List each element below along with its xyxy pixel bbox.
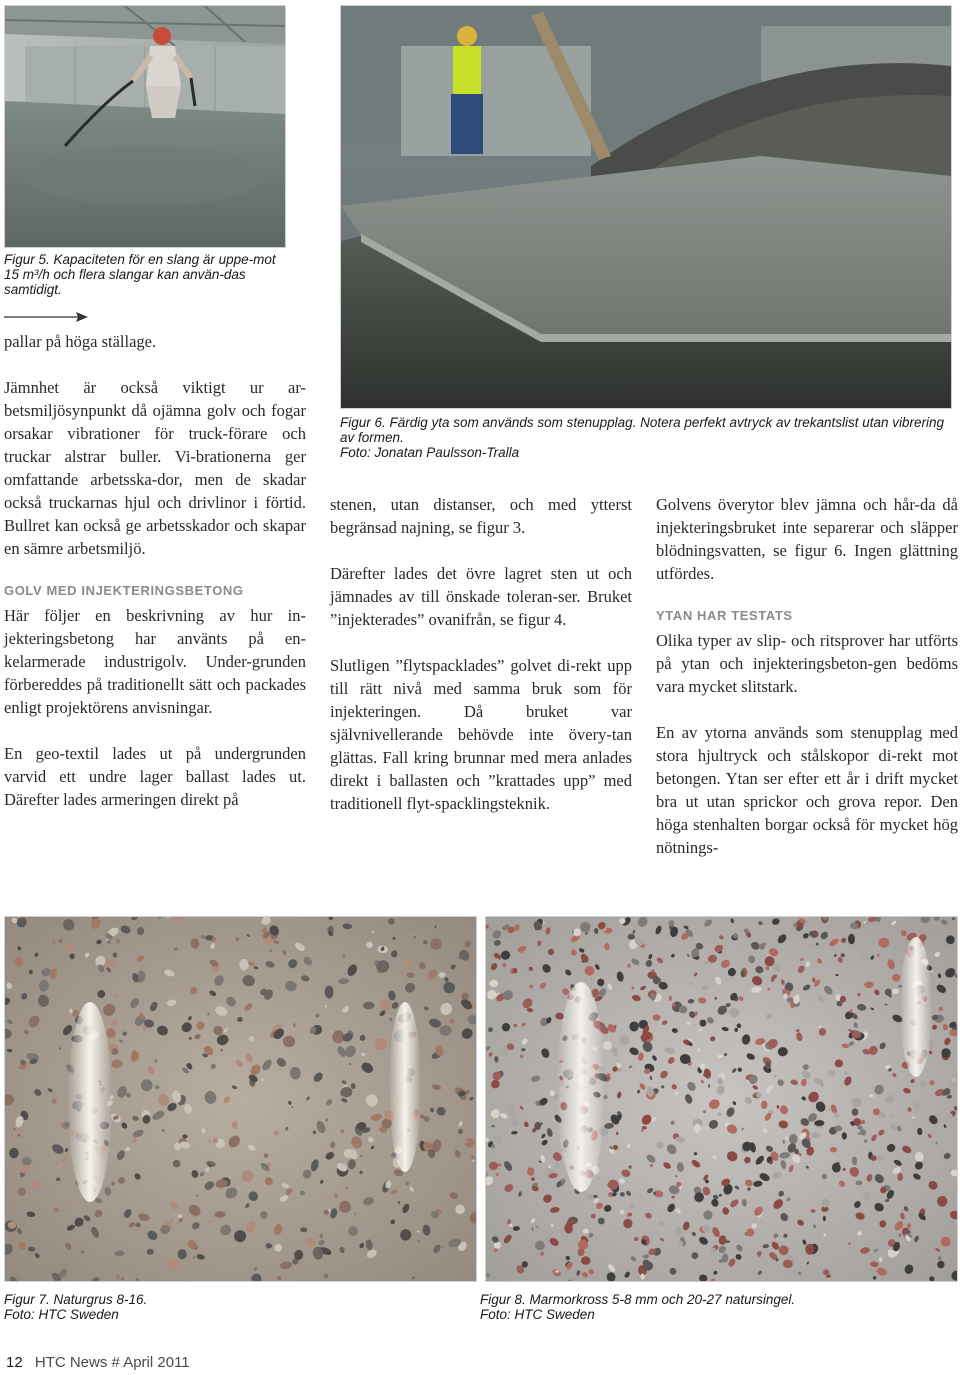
column1-paragraph-2: Jämnhet är också viktigt ur ar-betsmiljösynpunkt då ojämna golv och fogar orsakar vibrationer för truck-förare och truckar alstrar buller. Vi-brationerna ger omfattande arbetsska-dor, men de skadar också truckarnas hjul och drivlinor i förtid. Bullret kan också ge arbetsskador och skapar en sämre arbetsmiljö. [4,378,306,558]
figure7-caption-text: Figur 7. Naturgrus 8-16. [4,1292,148,1307]
figure6-credit: Foto: Jonatan Paulsson-Tralla [340,445,520,460]
column2-paragraph-2: Därefter lades det övre lagret sten ut och jämnades av till önskade toleran-ser. Bruket ”injekterades” ovanifrån, se figur 4. [330,564,632,629]
column1-paragraph-4: En geo-textil lades ut på undergrunden varvid ett undre lager ballast lades ut. Därefter lades armeringen direkt på [4,744,306,809]
aggregate-stone [527,1167,534,1175]
figure7-caption [4,1292,475,1322]
column3-paragraph-1: Golvens överytor blev jämna och hår-da då injekteringsbruket inte separerar och släpper blödningsvatten, se figur 6. Ingen glättning utfördes. [656,495,958,583]
column-3 [656,493,958,882]
figure8-caption-text: Figur 8. Marmorkross 5-8 mm och 20-27 natursingel. [480,1292,796,1307]
page-number: 12 [6,1354,23,1371]
page-footer [6,1354,190,1371]
publication-name: HTC News # April 2011 [34,1354,190,1371]
figure7-credit: Foto: HTC Sweden [4,1307,119,1322]
aggregate-stone [628,934,635,940]
figure8-credit: Foto: HTC Sweden [480,1307,595,1322]
column2-paragraph-1: stenen, utan distanser, och med ytterst begränsad najning, se figur 3. [330,495,632,537]
aggregate-stone [864,982,873,989]
arrow-right-icon [4,311,88,323]
column-2 [330,493,632,838]
column3-paragraph-2: Olika typer av slip- och ritsprover har utförts på ytan och injekteringsbeton-gen bedöms vara mycket slitstark. [656,631,958,696]
aggregate-stone [182,1134,187,1138]
column1-heading: GOLV MED INJEKTERINGSBETONG [4,583,244,598]
aggregate-stone [325,986,334,999]
figure5-caption [4,252,284,297]
figure8-photo [485,916,958,1282]
aggregate-stone [201,1128,205,1134]
column1-paragraph-3: Här följer en beskrivning av hur in-jekteringsbetong har använts på en-kelarmerade industrigolv. Under-grunden förbereddes på traditionellt sätt och packades enligt projektörens anvisningar. [4,606,306,717]
column2-paragraph-3: Slutligen ”flytspacklades” golvet di-rekt upp till rätt nivå med samma bruk som för injekteringen. Då bruket var självnivellerande behövde inte övery-tan glättas. Fall kring brunnar med mera anlades direkt i ballasten och ”krattades upp” med traditionell flyt-spacklingsteknik. [330,656,632,813]
figure5-caption-text: Figur 5. Kapaciteten för en slang är uppe-mot 15 m³/h och flera slangar kan använ-das samtidigt. [4,252,276,297]
figure6-caption-text: Figur 6. Färdig yta som används som stenupplag. Notera perfekt avtryck av trekantslist utan vibrering av formen. [340,415,945,445]
aggregate-stone [761,1101,768,1109]
column1-paragraph-1: pallar på höga ställage. [4,332,157,351]
aggregate-stone [848,934,855,945]
column3-heading: YTAN HAR TESTATS [656,608,793,623]
figure6-photo [340,5,952,409]
figure8-caption [480,1292,956,1322]
column3-paragraph-3: En av ytorna används som stenupplag med stora hjultryck och stålskopor di-rekt mot betongen. Ytan ser efter ett år i drift mycket bra ut utan sprickor och grova repor. Den höga stenhalten borgar också för mycket hög nötnings- [656,723,958,857]
aggregate-stone [113,952,117,957]
figure5-photo [4,5,286,248]
column-1 [4,330,306,834]
figure6-caption [340,415,950,460]
figure7-photo [4,916,477,1282]
